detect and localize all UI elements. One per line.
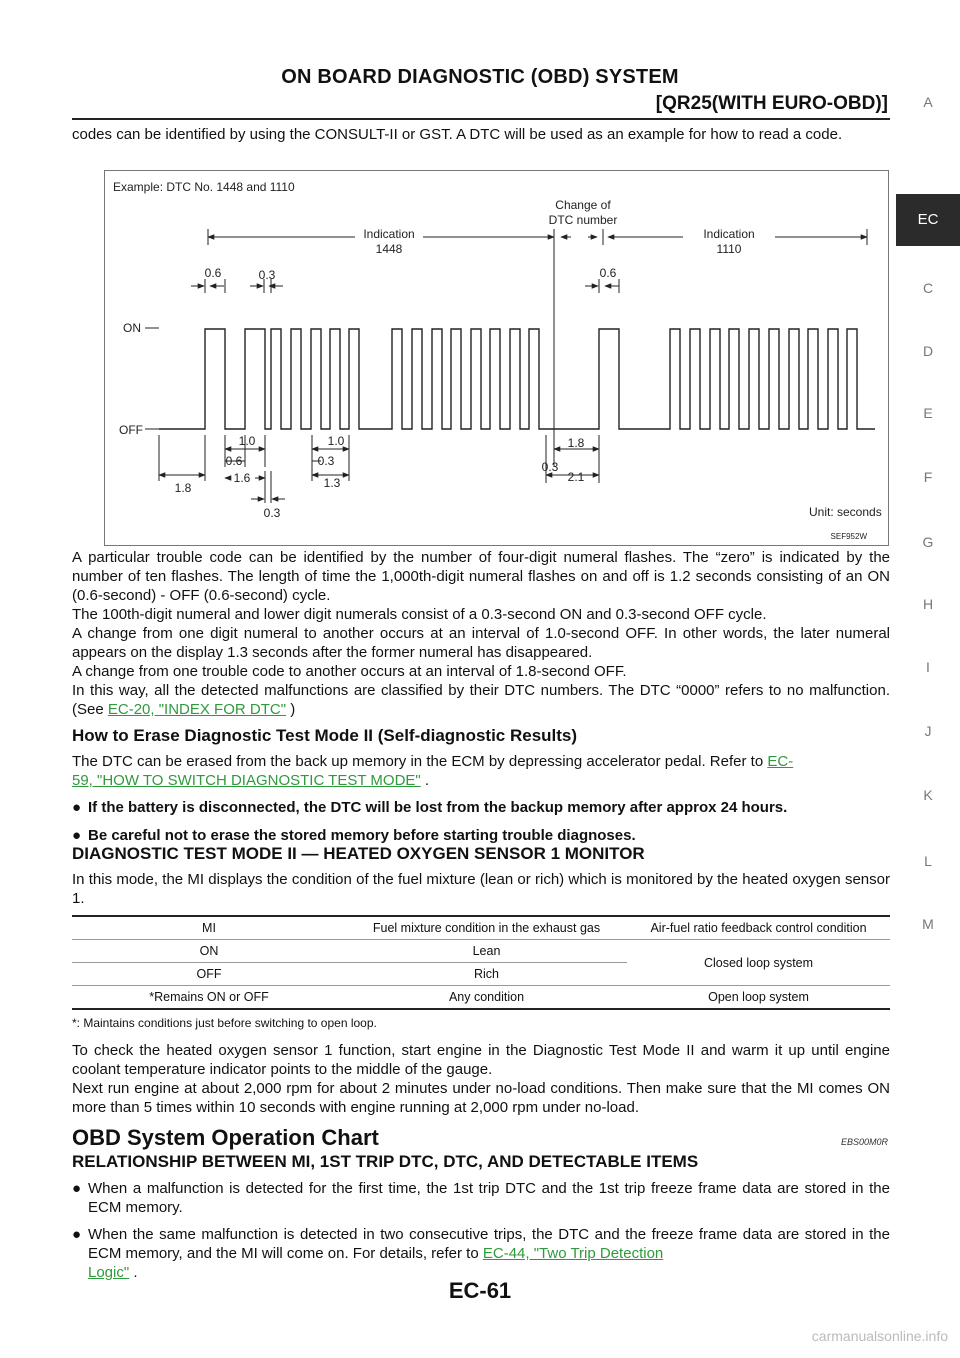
table-cell: Lean bbox=[346, 940, 627, 963]
t-0-3-bottom-a: 0.3 bbox=[263, 506, 281, 520]
indication-1448-label: Indication bbox=[363, 227, 415, 241]
paragraph-4: A change from one trouble code to another occurs at an interval of 1.8-second OFF. bbox=[72, 663, 627, 680]
table-cell: ON bbox=[72, 940, 346, 963]
two-trip-link-b[interactable]: Logic" bbox=[88, 1264, 130, 1281]
page-title: ON BOARD DIAGNOSTIC (OBD) SYSTEM bbox=[281, 66, 679, 88]
table-cell: *Remains ON or OFF bbox=[72, 986, 346, 1010]
indication-1110-value: 1110 bbox=[716, 242, 742, 256]
side-tab-j[interactable]: J bbox=[924, 723, 932, 739]
change-label-2: DTC number bbox=[548, 213, 618, 227]
t-1-8-b: 1.8 bbox=[567, 436, 585, 450]
t-1-0-b: 1.0 bbox=[327, 434, 345, 448]
paragraph-1: A particular trouble code can be identified by the number of four-digit numeral flashes. The “zero” is indicated by the number of ten flashes. The length of time the 1,000th-digit numeral flashes on and off is 1.2 seconds consisting of an ON (0.6-second) - OFF (0.6-second) cycle. bbox=[72, 549, 890, 604]
obd-bullet-1: ● When a malfunction is detected for the first time, the 1st trip DTC and the 1st trip freeze frame data are stored in the ECM memory. bbox=[72, 1180, 890, 1216]
mode2-section bbox=[72, 844, 890, 1117]
paragraph-5: In this way, all the detected malfunctions are classified by their DTC numbers. The DTC “0000” refers to no malfunction. (See EC-20, "INDEX FOR DTC" ) bbox=[72, 682, 890, 718]
erase-bullet-1: ● If the battery is disconnected, the DTC will be lost from the backup memory after approx 24 hours. bbox=[72, 799, 788, 816]
t-0-3-top: 0.3 bbox=[258, 268, 276, 282]
t-0-6-bottom: 0.6 bbox=[225, 454, 243, 468]
side-tab-c[interactable]: C bbox=[922, 280, 934, 296]
unit-label: Unit: seconds bbox=[809, 505, 882, 519]
mi-condition-table bbox=[72, 915, 890, 1010]
col-header-mixture: Fuel mixture condition in the exhaust gas bbox=[346, 916, 627, 940]
erase-section bbox=[72, 726, 890, 845]
table-cell: Open loop system bbox=[627, 986, 890, 1010]
indication-1110-label: Indication bbox=[703, 227, 755, 241]
page-number: EC-61 bbox=[448, 1278, 512, 1303]
dtc-flash-diagram bbox=[104, 170, 889, 546]
side-tab-e[interactable]: E bbox=[923, 405, 933, 421]
table-cell: Any condition bbox=[346, 986, 627, 1010]
col-header-feedback: Air-fuel ratio feedback control condition bbox=[627, 916, 890, 940]
side-tab-d[interactable]: D bbox=[922, 343, 934, 359]
intro-text: codes can be identified by using the CONSULT-II or GST. A DTC will be used as an example for how to read a code. bbox=[72, 126, 843, 143]
t-1-8-a: 1.8 bbox=[174, 481, 192, 495]
page-subtitle: [QR25(WITH EURO-OBD)] bbox=[655, 93, 888, 114]
explanation-block bbox=[72, 548, 890, 719]
side-tab-ec[interactable]: EC bbox=[896, 194, 960, 246]
header-rule bbox=[72, 118, 890, 120]
side-tab-h[interactable]: H bbox=[922, 596, 934, 612]
two-trip-link-a[interactable]: EC-44, "Two Trip Detection bbox=[482, 1245, 664, 1262]
side-tab-i[interactable]: I bbox=[926, 659, 930, 675]
side-tab-m[interactable]: M bbox=[922, 916, 934, 932]
t-0-6-top-a: 0.6 bbox=[204, 266, 222, 280]
erase-bullet-2: ● Be careful not to erase the stored memory before starting trouble diagnoses. bbox=[72, 827, 636, 844]
watermark: carmanualsonline.info bbox=[811, 1328, 948, 1344]
switch-mode-link-a[interactable]: EC- bbox=[767, 753, 794, 770]
t-0-3-bottom-c: 0.3 bbox=[541, 460, 559, 474]
obd-section bbox=[72, 1125, 890, 1282]
paragraph-2: The 100th-digit numeral and lower digit numerals consist of a 0.3-second ON and 0.3-second OFF cycle. bbox=[72, 606, 767, 623]
table-footnote: *: Maintains conditions just before switching to open loop. bbox=[72, 1016, 377, 1030]
t-1-3: 1.3 bbox=[323, 476, 341, 490]
mode2-heading: DIAGNOSTIC TEST MODE II — HEATED OXYGEN SENSOR 1 MONITOR bbox=[72, 844, 645, 863]
t-0-6-top-b: 0.6 bbox=[599, 266, 617, 280]
mode2-text: In this mode, the MI displays the condition of the fuel mixture (lean or rich) which is monitored by the heated oxygen sensor 1. bbox=[72, 871, 890, 907]
t-1-0-a: 1.0 bbox=[238, 434, 256, 448]
table-cell: Rich bbox=[346, 963, 627, 986]
change-label-1: Change of bbox=[555, 198, 611, 212]
index-for-dtc-link[interactable]: EC-20, "INDEX FOR DTC" bbox=[107, 701, 287, 718]
figure-code: SEF952W bbox=[830, 532, 867, 541]
section-code: EBS00M0R bbox=[840, 1137, 888, 1147]
switch-mode-link-b[interactable]: 59, "HOW TO SWITCH DIAGNOSTIC TEST MODE" bbox=[72, 772, 421, 789]
diagram-title: Example: DTC No. 1448 and 1110 bbox=[113, 180, 295, 194]
t-1-6: 1.6 bbox=[233, 471, 251, 485]
table-cell: OFF bbox=[72, 963, 346, 986]
obd-bullet-2: ● When the same malfunction is detected in two consecutive trips, the DTC and the freeze frame data are stored in the ECM memory, and the MI will come on. For details, refer to EC-44, "Two Trip Detection Logic" . bbox=[72, 1226, 890, 1281]
paragraph-3: A change from one digit numeral to another occurs at an interval of 1.0-second OFF. In other words, the later numeral appears on the display 1.3 seconds after the former numeral has disappeared. bbox=[72, 625, 890, 661]
off-label: OFF bbox=[119, 423, 143, 437]
obd-heading: OBD System Operation Chart bbox=[72, 1125, 379, 1150]
indication-1448-value: 1448 bbox=[375, 242, 403, 256]
side-tab-f[interactable]: F bbox=[923, 469, 933, 485]
mode2-para-1: To check the heated oxygen sensor 1 function, start engine in the Diagnostic Test Mode II and warm it up until engine coolant temperature indicator points to the middle of the gauge. bbox=[72, 1042, 890, 1078]
obd-subheading: RELATIONSHIP BETWEEN MI, 1ST TRIP DTC, DTC, AND DETECTABLE ITEMS bbox=[72, 1152, 699, 1171]
erase-text: The DTC can be erased from the back up memory in the ECM by depressing accelerator pedal. Refer to EC- 59, "HOW TO SWITCH DIAGNOSTIC TEST MODE" . bbox=[72, 753, 794, 789]
table-cell: Closed loop system bbox=[627, 940, 890, 986]
t-2-1: 2.1 bbox=[567, 470, 585, 484]
col-header-mi: MI bbox=[72, 916, 346, 940]
side-tab-l[interactable]: L bbox=[924, 853, 932, 869]
t-0-3-bottom-b: 0.3 bbox=[317, 454, 335, 468]
erase-heading: How to Erase Diagnostic Test Mode II (Self-diagnostic Results) bbox=[72, 726, 578, 745]
side-tab-k[interactable]: K bbox=[923, 787, 933, 803]
mode2-para-2: Next run engine at about 2,000 rpm for about 2 minutes under no-load conditions. Then make sure that the MI comes ON more than 5 times within 10 seconds with engine running at 2,000 rpm under no-load. bbox=[72, 1080, 890, 1116]
side-tab-g[interactable]: G bbox=[922, 534, 934, 550]
side-tab-a[interactable]: A bbox=[923, 94, 933, 110]
on-label: ON bbox=[123, 321, 141, 335]
